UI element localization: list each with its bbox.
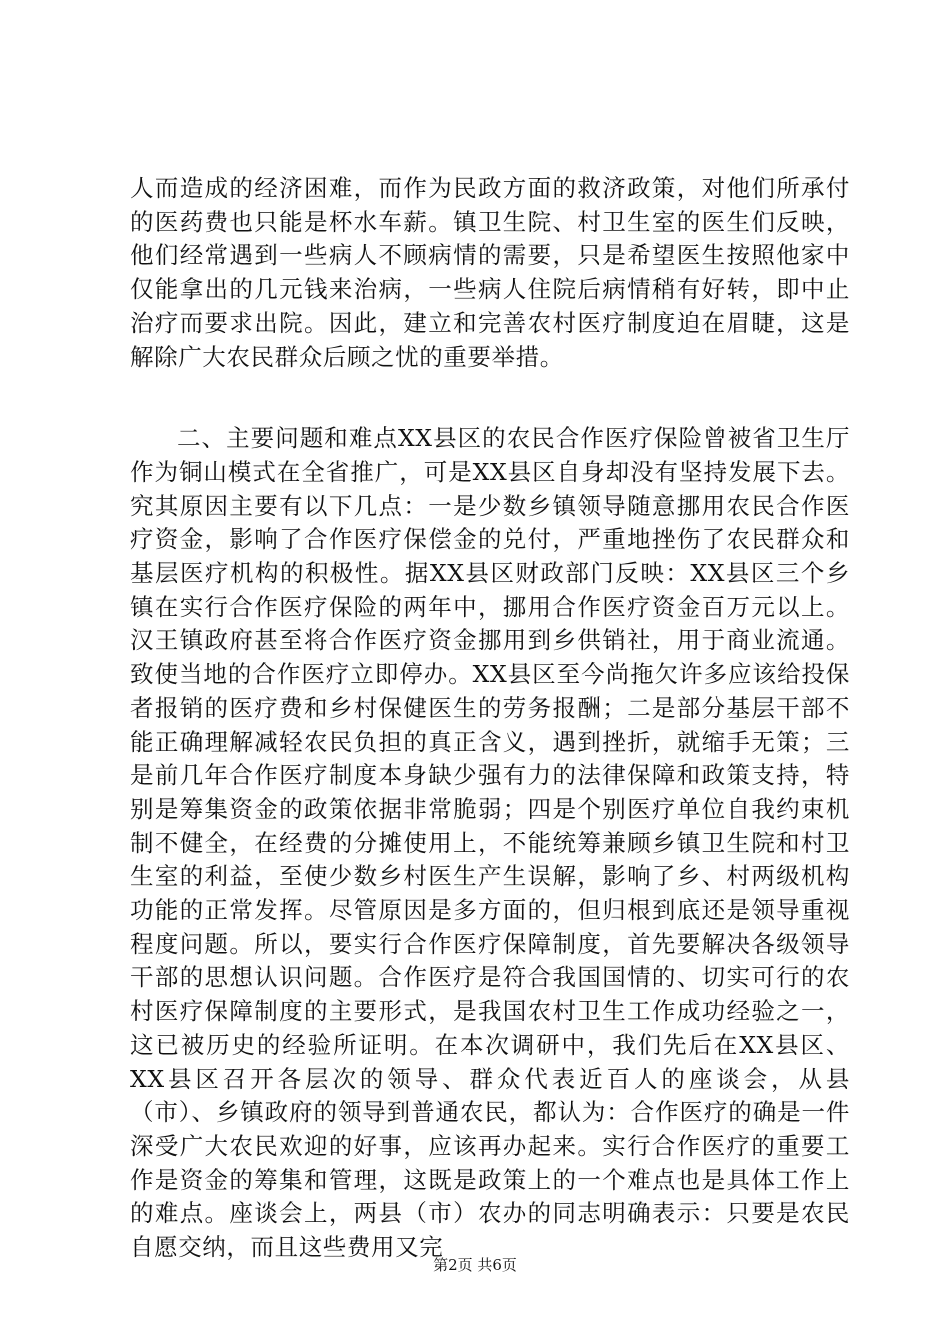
- page-number-footer: 第2页 共6页: [433, 1256, 517, 1274]
- paragraph-1: 人而造成的经济困难，而作为民政方面的救济政策，对他们所承付的医药费也只能是杯水车薪。镇卫生院、村卫生室的医生们反映，他们经常遇到一些病人不顾病情的需要，只是希望医生按照他家中仅能拿出的几元钱来治病，一些病人住院后病情稍有好转，即中止治疗而要求出院。因此，建立和完善农村医疗制度迫在眉睫，这是解除广大农民群众后顾之忧的重要举措。: [130, 174, 850, 371]
- document-body: [130, 172, 850, 1265]
- paragraph-2: 二、主要问题和难点XX县区的农民合作医疗保险曾被省卫生厅作为铜山模式在全省推广，可是XX县区自身却没有坚持发展下去。究其原因主要有以下几点：一是少数乡镇领导随意挪用农民合作医疗资金，影响了合作医疗保偿金的兑付，严重地挫伤了农民群众和基层医疗机构的积极性。据XX县区财政部门反映：XX县区三个乡镇在实行合作医疗保险的两年中，挪用合作医疗资金百万元以上。汉王镇政府甚至将合作医疗资金挪用到乡供销社，用于商业流通。致使当地的合作医疗立即停办。XX县区至今尚拖欠许多应该给投保者报销的医疗费和乡村保健医生的劳务报酬；二是部分基层干部不能正确理解减轻农民负担的真正含义，遇到挫折，就缩手无策；三是前几年合作医疗制度本身缺少强有力的法律保障和政策支持，特别是筹集资金的政策依据非常脆弱；四是个别医疗单位自我约束机制不健全，在经费的分摊使用上，不能统筹兼顾乡镇卫生院和村卫生室的利益，至使少数乡村医生产生误解，影响了乡、村两级机构功能的正常发挥。尽管原因是多方面的，但归根到底还是领导重视程度问题。所以，要实行合作医疗保障制度，首先要解决各级领导干部的思想认识问题。合作医疗是符合我国国情的、切实可行的农村医疗保障制度的主要形式，是我国农村卫生工作成功经验之一，这已被历史的经验所证明。在本次调研中，我们先后在XX县区、XX县区召开各层次的领导、群众代表近百人的座谈会，从县（市）、乡镇政府的领导到普通农民，都认为：合作医疗的确是一件深受广大农民欢迎的好事，应该再办起来。实行合作医疗的重要工作是资金的筹集和管理，这既是政策上的一个难点也是具体工作上的难点。座谈会上，两县（市）农办的同志明确表示：只要是农民自愿交纳，而且这些费用又完: [130, 424, 850, 1262]
- paragraph-spacer: [130, 374, 850, 422]
